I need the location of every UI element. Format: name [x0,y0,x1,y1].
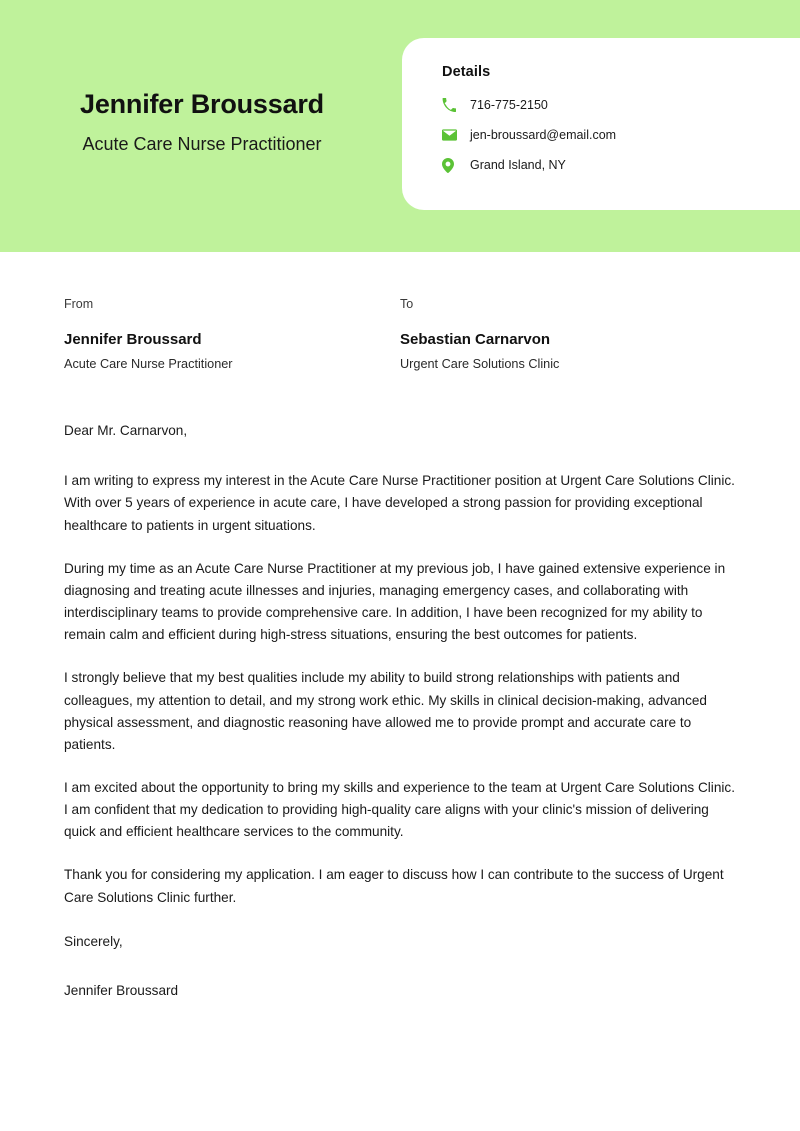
header-identity-block [0,88,404,157]
to-address [400,298,736,372]
from-subtitle: Acute Care Nurse Practitioner [64,357,233,371]
contact-detail-phone [442,94,800,116]
contact-detail-email [442,124,800,146]
email-icon [442,126,462,144]
letter-paragraph: I am writing to express my interest in the Acute Care Nurse Practitioner position at Urgent Care Solutions Clinic. With over 5 years of experience in acute care, I have developed a strong passion for providing exceptional healthcare to patients in urgent situations. [64,473,735,533]
from-label: From [64,297,94,311]
to-label: To [400,297,414,311]
document-header [0,0,800,252]
location: Grand Island, NY [470,157,566,172]
closing-salutation: Sincerely, [64,933,123,949]
contact-details-card [402,38,800,210]
letter-paragraph: Thank you for considering my application. I am eager to discuss how I can contribute to the success of Urgent Care Solutions Clinic further. [64,867,724,905]
phone-icon [442,96,462,114]
to-subtitle: Urgent Care Solutions Clinic [400,357,560,371]
email-address: jen-broussard@email.com [470,127,617,142]
letter-paragraph: I am excited about the opportunity to bring my skills and experience to the team at Urgent Care Solutions Clinic. I am confident that my dedication to providing high-quality care aligns with your clinic's mission of delivering quick and efficient healthcare services to the community. [64,780,735,840]
address-block [0,252,800,372]
from-name: Jennifer Broussard [64,330,202,348]
from-address [64,298,400,372]
details-heading: Details [442,64,491,80]
letter-paragraph: I strongly believe that my best qualities include my ability to build strong relationships with patients and colleagues, my attention to detail, and my strong work ethic. My skills in clinical decision-making, advanced physical assessment, and diagnostic reasoning have allowed me to provide prompt and accurate care to patients. [64,670,707,752]
salutation: Dear Mr. Carnarvon, [64,423,188,439]
phone-number: 716-775-2150 [470,97,548,112]
letter-paragraph: During my time as an Acute Care Nurse Practitioner at my previous job, I have gained extensive experience in diagnosing and treating acute illnesses and injuries, managing emergency cases, and collaborating with interdisciplinary teams to provide comprehensive care. In addition, I have been recognized for my ability to remain calm and efficient during high-stress situations, ensuring the best outcomes for patients. [64,560,726,643]
location-pin-icon [442,156,462,174]
page-title: Jennifer Broussard [80,89,324,119]
contact-detail-location [442,154,800,176]
letter-content [0,420,800,1001]
signature-name: Jennifer Broussard [64,982,179,998]
to-name: Sebastian Carnarvon [400,330,551,348]
letter-body [0,252,800,1001]
applicant-job-title: Acute Care Nurse Practitioner [82,134,322,155]
